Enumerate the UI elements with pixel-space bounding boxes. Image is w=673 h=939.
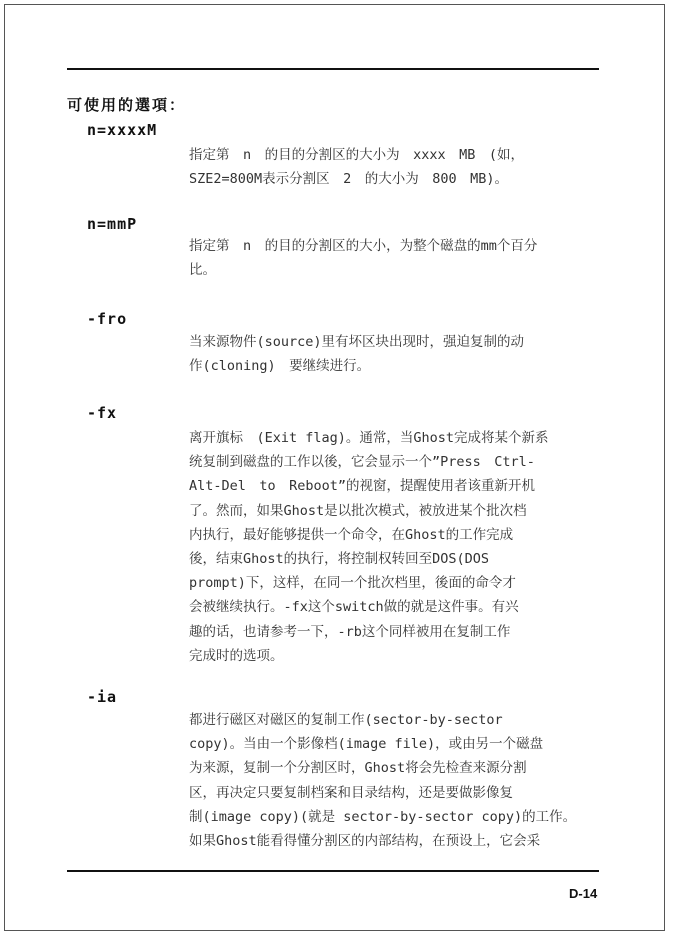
option-name-size-percent: n=mmP — [87, 215, 138, 233]
desc-line: 统复制到磁盘的工作以後，它会显示一个”Press Ctrl- — [189, 454, 535, 471]
option-desc-size-mb — [189, 143, 601, 191]
desc-line: 比。 — [189, 262, 216, 279]
option-name-size-mb: n=xxxxM — [87, 121, 158, 139]
desc-line: 会被继续执行。-fx这个switch做的就是这件事。有兴 — [189, 599, 519, 616]
desc-line: 作(cloning) 要继续进行。 — [189, 358, 371, 375]
desc-line: 了。然而，如果Ghost是以批次模式，被放进某个批次档 — [189, 502, 527, 519]
desc-line: SZE2=800M表示分割区 2 的大小为 800 MB)。 — [189, 171, 509, 188]
option-desc-fro — [189, 330, 601, 378]
desc-line: 後，结束Ghost的执行，将控制权转回至DOS(DOS — [189, 551, 490, 568]
desc-line: 区，再决定只要复制档案和目录结构，还是要做影像复 — [189, 784, 513, 801]
section-heading: 可使用的選項： — [67, 96, 187, 114]
desc-line: 离开旗标 (Exit flag)。通常，当Ghost完成将某个新系 — [189, 430, 549, 446]
option-name-fro: -fro — [87, 310, 128, 328]
desc-line: Alt-Del to Reboot”的视窗，提醒使用者该重新开机 — [189, 478, 536, 495]
desc-line: copy)。当由一个影像档(image file)，或由另一个磁盘 — [189, 736, 544, 753]
option-desc-ia — [189, 708, 601, 853]
desc-line: 指定第 n 的目的分割区的大小，为整个磁盘的mm个百分 — [189, 238, 538, 254]
top-rule — [67, 68, 599, 70]
desc-line: 当来源物件(source)里有坏区块出现时，强迫复制的动 — [189, 334, 525, 350]
option-desc-fx — [189, 426, 601, 668]
desc-line: 如果Ghost能看得懂分割区的内部结构，在预设上，它会采 — [189, 833, 541, 850]
bottom-rule — [67, 870, 599, 872]
desc-line: 都进行磁区对磁区的复制工作(sector-by-sector — [189, 712, 503, 728]
desc-line: 趣的话，也请参考一下，-rb这个同样被用在复制工作 — [189, 623, 511, 640]
desc-line: 制(image copy)(就是 sector-by-sector copy)的工作。 — [189, 808, 577, 825]
option-desc-size-percent — [189, 234, 601, 282]
page-number: D-14 — [569, 886, 598, 901]
desc-line: 内执行，最好能够提供一个命令，在Ghost的工作完成 — [189, 526, 514, 543]
option-name-ia: -ia — [87, 688, 118, 706]
desc-line: prompt)下，这样，在同一个批次档里，後面的命令才 — [189, 575, 516, 592]
desc-line: 为来源，复制一个分割区时，Ghost将会先检查来源分割 — [189, 760, 527, 777]
desc-line: 完成时的选项。 — [189, 647, 284, 664]
desc-line: 指定第 n 的目的分割区的大小为 xxxx MB (如， — [189, 147, 525, 163]
option-name-fx: -fx — [87, 404, 118, 422]
